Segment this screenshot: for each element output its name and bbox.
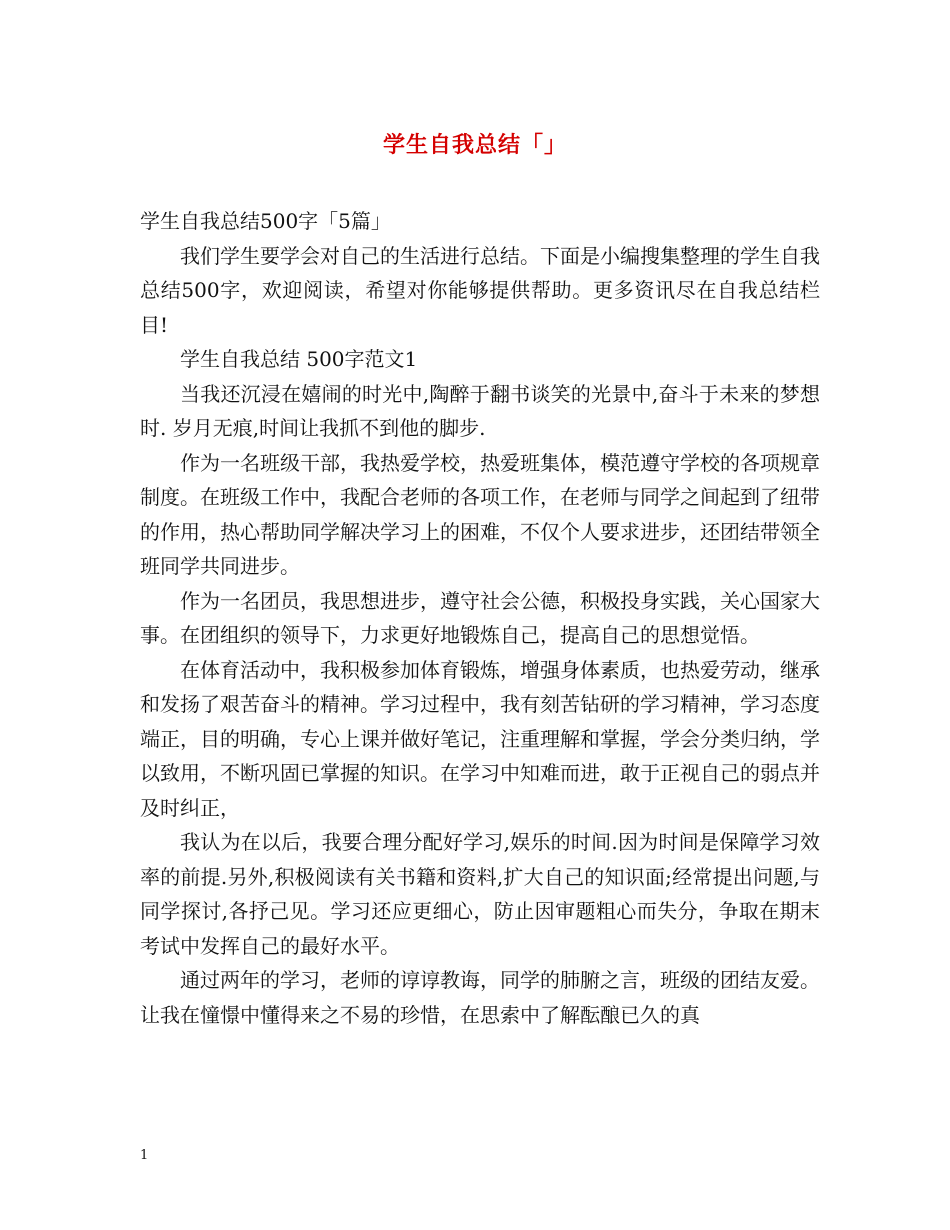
page-number: 1 bbox=[140, 1148, 149, 1163]
paragraph-subtitle: 学生自我总结500字「5篇」 bbox=[140, 209, 391, 233]
paragraph: 在体育活动中，我积极参加体育锻炼，增强身体素质，也热爱劳动，继承和发扬了艰苦奋斗的精神。学习过程中，我有刻苦钻研的学习精神，学习态度端正，目的明确，专心上课并做好笔记，注重理解和掌握，学会分类归纳，学以致用，不断巩固已掌握的知识。在学习中知难而进，敢于正视自己的弱点并及时纠正， bbox=[140, 657, 820, 820]
paragraph: 作为一名团员，我思想进步，遵守社会公德，积极投身实践，关心国家大事。在团组织的领导下，力求更好地锻炼自己，提高自己的思想觉悟。 bbox=[140, 588, 820, 647]
document-title: 学生自我总结「」 bbox=[382, 132, 567, 158]
paragraph-section-heading: 学生自我总结 500字范文1 bbox=[180, 347, 418, 371]
document-body bbox=[140, 204, 820, 1032]
paragraph: 当我还沉浸在嬉闹的时光中,陶醉于翻书谈笑的光景中,奋斗于未来的梦想时. 岁月无痕,时间让我抓不到他的脚步. bbox=[140, 381, 820, 440]
paragraph: 我们学生要学会对自己的生活进行总结。下面是小编搜集整理的学生自我总结500字，欢迎阅读，希望对你能够提供帮助。更多资讯尽在自我总结栏目! bbox=[140, 243, 820, 337]
paragraph: 通过两年的学习，老师的谆谆教诲，同学的肺腑之言，班级的团结友爱。让我在憧憬中懂得来之不易的珍惜，在思索中了解酝酿已久的真 bbox=[140, 968, 820, 1027]
paragraph: 作为一名班级干部，我热爱学校，热爱班集体，模范遵守学校的各项规章制度。在班级工作中，我配合老师的各项工作，在老师与同学之间起到了纽带的作用，热心帮助同学解决学习上的困难，不仅个人要求进步，还团结带领全班同学共同进步。 bbox=[140, 450, 820, 578]
paragraph: 我认为在以后，我要合理分配好学习,娱乐的时间.因为时间是保障学习效率的前提.另外,积极阅读有关书籍和资料,扩大自己的知识面;经常提出问题,与同学探讨,各抒己见。学习还应更细心，防止因审题粗心而失分，争取在期末考试中发挥自己的最好水平。 bbox=[140, 830, 820, 958]
